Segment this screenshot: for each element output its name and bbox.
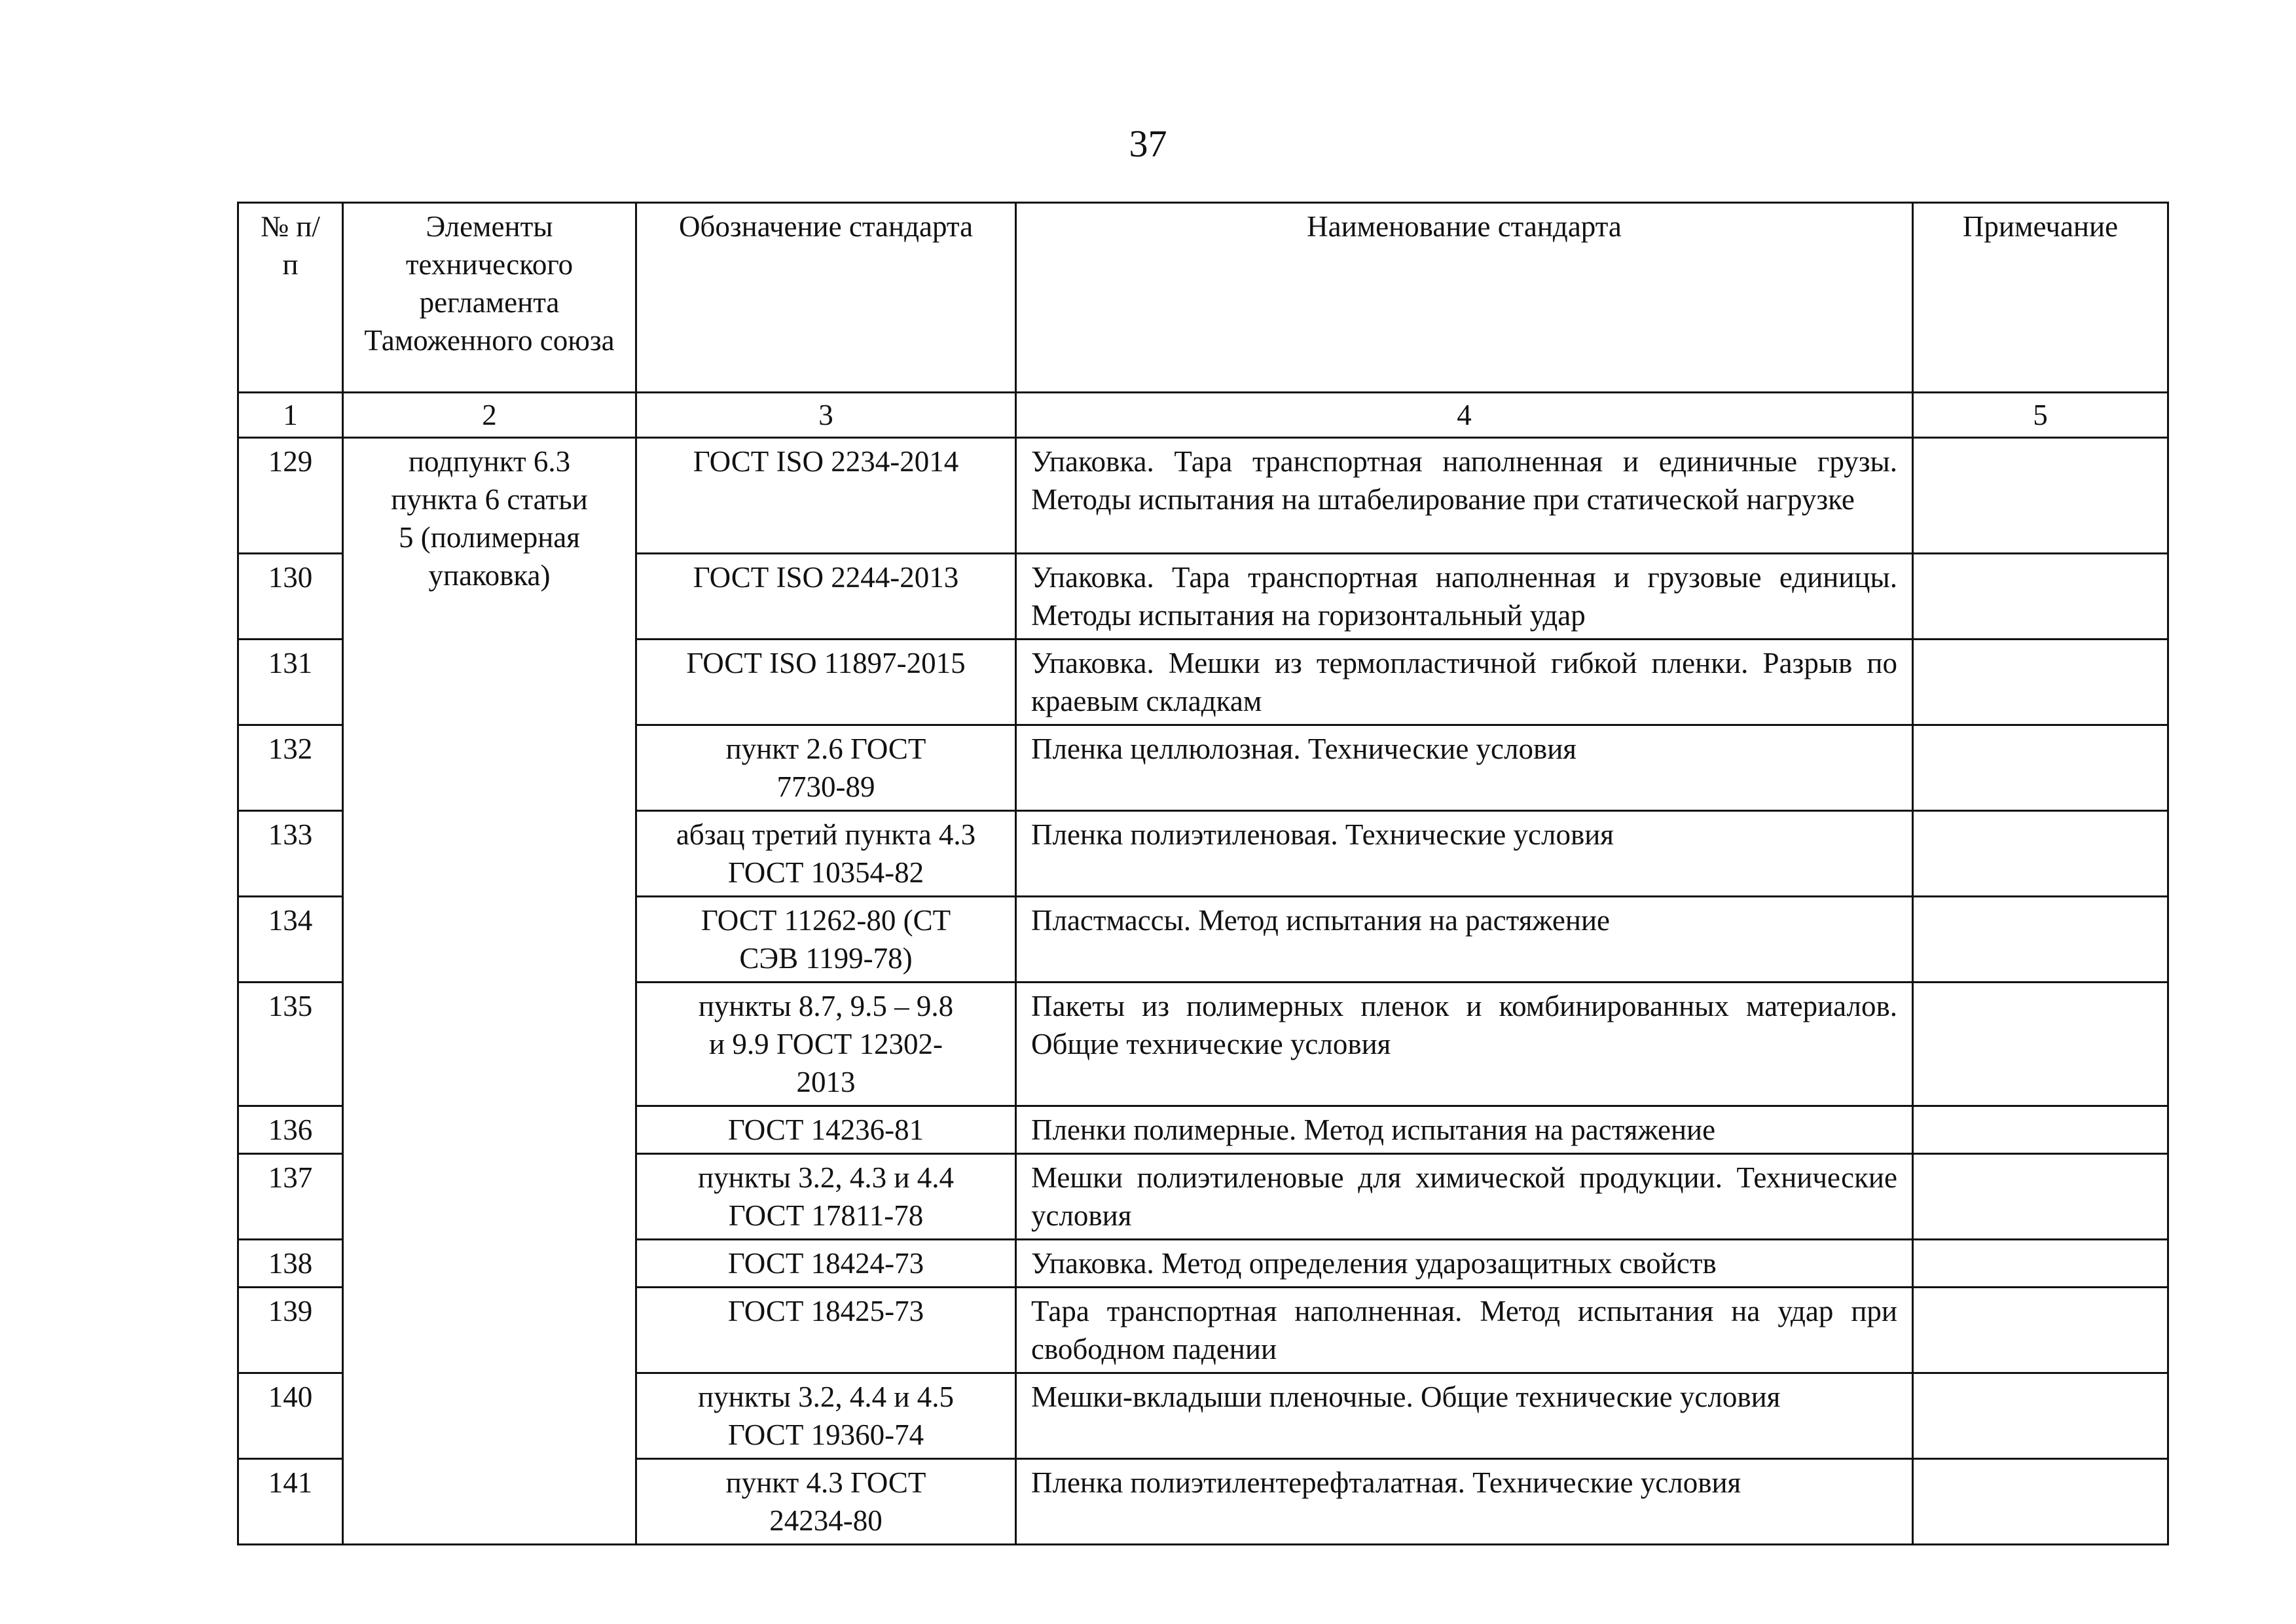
standard-name: Тара транспортная наполненная. Метод испытания на удар при свободном падении (1016, 1288, 1913, 1373)
row-number: 135 (238, 983, 343, 1106)
table-row (238, 438, 2168, 554)
row-number: 136 (238, 1106, 343, 1154)
column-number: 2 (343, 393, 636, 438)
standard-designation: ГОСТ ISO 2234-2014 (636, 438, 1016, 554)
row-number: 131 (238, 640, 343, 725)
standard-note (1913, 1106, 2168, 1154)
row-number: 140 (238, 1373, 343, 1459)
standard-designation: абзац третий пункта 4.3 ГОСТ 10354-82 (636, 811, 1016, 897)
row-number: 133 (238, 811, 343, 897)
standard-note (1913, 1240, 2168, 1288)
standard-name: Упаковка. Мешки из термопластичной гибкой пленки. Разрыв по краевым складкам (1016, 640, 1913, 725)
standard-name: Пленка полиэтилентерефталатная. Технические условия (1016, 1459, 1913, 1545)
row-number: 130 (238, 554, 343, 640)
column-number: 3 (636, 393, 1016, 438)
row-number: 134 (238, 897, 343, 983)
standard-designation: пункты 8.7, 9.5 – 9.8 и 9.9 ГОСТ 12302-2013 (636, 983, 1016, 1106)
standard-designation: пункты 3.2, 4.3 и 4.4 ГОСТ 17811-78 (636, 1154, 1016, 1240)
standard-designation: ГОСТ 18424-73 (636, 1240, 1016, 1288)
standard-note (1913, 725, 2168, 811)
row-number: 129 (238, 438, 343, 554)
standard-name: Пакеты из полимерных пленок и комбинированных материалов. Общие технические условия (1016, 983, 1913, 1106)
standard-note (1913, 640, 2168, 725)
standard-designation: ГОСТ 11262-80 (СТ СЭВ 1199-78) (636, 897, 1016, 983)
standard-name: Пленки полимерные. Метод испытания на растяжение (1016, 1106, 1913, 1154)
row-number: 138 (238, 1240, 343, 1288)
table-header-row (238, 203, 2168, 393)
row-number: 139 (238, 1288, 343, 1373)
standard-designation: пункт 2.6 ГОСТ 7730-89 (636, 725, 1016, 811)
standard-designation: ГОСТ ISO 11897-2015 (636, 640, 1016, 725)
column-number-row (238, 393, 2168, 438)
header-standard-name: Наименование стандарта (1016, 203, 1913, 393)
standard-note (1913, 897, 2168, 983)
header-note: Примечание (1913, 203, 2168, 393)
standard-designation: ГОСТ 18425-73 (636, 1288, 1016, 1373)
standard-name: Упаковка. Тара транспортная наполненная и единичные грузы. Методы испытания на штабелирование при статической нагрузке (1016, 438, 1913, 554)
header-designation: Обозначение стандарта (636, 203, 1016, 393)
row-number: 132 (238, 725, 343, 811)
standard-name: Пленка целлюлозная. Технические условия (1016, 725, 1913, 811)
standard-note (1913, 811, 2168, 897)
standard-note (1913, 438, 2168, 554)
row-number: 137 (238, 1154, 343, 1240)
standard-designation: пункты 3.2, 4.4 и 4.5 ГОСТ 19360-74 (636, 1373, 1016, 1459)
standard-designation: пункт 4.3 ГОСТ 24234-80 (636, 1459, 1016, 1545)
standard-name: Пластмассы. Метод испытания на растяжение (1016, 897, 1913, 983)
column-number: 4 (1016, 393, 1913, 438)
standard-name: Пленка полиэтиленовая. Технические условия (1016, 811, 1913, 897)
standard-designation: ГОСТ 14236-81 (636, 1106, 1016, 1154)
header-number: № п/п (238, 203, 343, 393)
standard-note (1913, 1373, 2168, 1459)
column-number: 1 (238, 393, 343, 438)
standards-table (237, 202, 2169, 1545)
standard-note (1913, 1459, 2168, 1545)
standard-designation: ГОСТ ISO 2244-2013 (636, 554, 1016, 640)
standard-name: Мешки-вкладыши пленочные. Общие технические условия (1016, 1373, 1913, 1459)
standard-name: Мешки полиэтиленовые для химической продукции. Технические условия (1016, 1154, 1913, 1240)
header-elements: Элементы технического регламента Таможенного союза (343, 203, 636, 393)
standard-name: Упаковка. Метод определения ударозащитных свойств (1016, 1240, 1913, 1288)
standard-note (1913, 1288, 2168, 1373)
row-number: 141 (238, 1459, 343, 1545)
standard-note (1913, 983, 2168, 1106)
column-number: 5 (1913, 393, 2168, 438)
standard-note (1913, 1154, 2168, 1240)
standard-note (1913, 554, 2168, 640)
element-group-cell: подпункт 6.3 пункта 6 статьи 5 (полимерная упаковка) (343, 438, 636, 1545)
page-number: 37 (1129, 122, 1167, 165)
standard-name: Упаковка. Тара транспортная наполненная и грузовые единицы. Методы испытания на горизонтальный удар (1016, 554, 1913, 640)
